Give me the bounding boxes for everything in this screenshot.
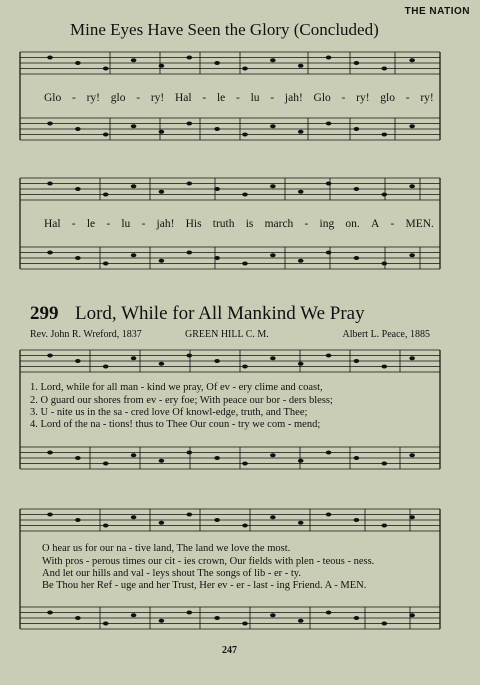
note-head bbox=[186, 451, 192, 455]
note-head bbox=[131, 124, 137, 128]
note-head bbox=[159, 259, 165, 263]
note-head bbox=[47, 56, 53, 60]
lyric-syllable: le bbox=[86, 218, 96, 230]
lyric-syllable: Hal bbox=[44, 218, 61, 230]
note-head bbox=[103, 67, 109, 71]
note-head bbox=[214, 456, 220, 460]
note-head bbox=[75, 256, 81, 260]
lyric-syllable: - bbox=[390, 218, 395, 230]
note-head bbox=[159, 362, 165, 366]
note-head bbox=[354, 518, 360, 522]
note-head bbox=[131, 184, 137, 188]
note-head bbox=[47, 611, 53, 615]
note-head bbox=[75, 456, 81, 460]
hymn-tune: GREEN HILL C. M. bbox=[185, 329, 269, 340]
note-head bbox=[214, 256, 220, 260]
verse-line: With pros - perous times our cit - ies crown, Our fields with plen - teous - ness. bbox=[42, 556, 375, 567]
note-head bbox=[409, 515, 415, 519]
lyrics-line-1 bbox=[44, 92, 434, 104]
note-head bbox=[270, 613, 276, 617]
verse-line: O hear us for our na - tive land, The land we love the most. bbox=[42, 543, 291, 554]
lyric-syllable: - bbox=[270, 92, 275, 104]
lyric-syllable: - bbox=[202, 92, 207, 104]
note-head bbox=[298, 459, 304, 463]
note-head bbox=[354, 359, 360, 363]
lyric-syllable: march bbox=[264, 218, 294, 230]
note-head bbox=[47, 122, 53, 126]
note-head bbox=[354, 127, 360, 131]
note-head bbox=[47, 251, 53, 255]
note-head bbox=[186, 56, 192, 60]
note-head bbox=[270, 515, 276, 519]
note-head bbox=[381, 524, 387, 528]
lyric-syllable: lu bbox=[250, 92, 260, 104]
verse-line: 3. U - nite us in the sa - cred love Of knowl-edge, truth, and Thee; bbox=[30, 407, 308, 418]
note-head bbox=[75, 127, 81, 131]
note-head bbox=[409, 613, 415, 617]
note-head bbox=[381, 133, 387, 137]
note-head bbox=[354, 256, 360, 260]
note-head bbox=[381, 462, 387, 466]
note-head bbox=[159, 619, 165, 623]
note-head bbox=[47, 451, 53, 455]
lyric-syllable: - bbox=[141, 218, 146, 230]
lyric-syllable: - bbox=[341, 92, 346, 104]
hymn-author: Rev. John R. Wreford, 1837 bbox=[30, 329, 142, 340]
lyric-syllable: - bbox=[136, 92, 141, 104]
lyric-syllable: Glo bbox=[313, 92, 331, 104]
note-head bbox=[409, 253, 415, 257]
note-head bbox=[270, 453, 276, 457]
note-head bbox=[381, 67, 387, 71]
note-head bbox=[242, 462, 248, 466]
lyric-syllable: - bbox=[106, 218, 111, 230]
lyric-syllable: MEN. bbox=[405, 218, 434, 230]
verse-line: And let our hills and val - leys shout The songs of lib - er - ty. bbox=[42, 568, 301, 579]
note-head bbox=[131, 253, 137, 257]
note-head bbox=[409, 356, 415, 360]
lyric-syllable: - bbox=[405, 92, 410, 104]
note-head bbox=[326, 182, 332, 186]
lyric-syllable: ing bbox=[319, 218, 335, 230]
lyric-syllable: lu bbox=[121, 218, 131, 230]
lyric-syllable: glo bbox=[110, 92, 126, 104]
verse-line: 4. Lord of the na - tions! thus to Thee Our coun - try we com - mend; bbox=[30, 419, 321, 430]
note-head bbox=[103, 524, 109, 528]
note-head bbox=[131, 356, 137, 360]
note-head bbox=[214, 127, 220, 131]
lyric-syllable: Hal bbox=[174, 92, 192, 104]
lyric-syllable: His bbox=[185, 218, 202, 230]
note-head bbox=[242, 622, 248, 626]
note-head bbox=[131, 453, 137, 457]
lyric-syllable: jah! bbox=[156, 218, 175, 230]
lyric-syllable: on. bbox=[345, 218, 360, 230]
note-head bbox=[409, 58, 415, 62]
note-head bbox=[214, 359, 220, 363]
note-head bbox=[186, 182, 192, 186]
lyric-syllable: - bbox=[72, 92, 76, 104]
note-head bbox=[159, 130, 165, 134]
note-head bbox=[75, 187, 81, 191]
note-head bbox=[354, 456, 360, 460]
note-head bbox=[75, 518, 81, 522]
note-head bbox=[186, 611, 192, 615]
note-head bbox=[47, 182, 53, 186]
lyric-syllable: ry! bbox=[420, 92, 434, 104]
note-head bbox=[242, 262, 248, 266]
note-head bbox=[381, 622, 387, 626]
note-head bbox=[103, 133, 109, 137]
lyric-syllable: - bbox=[71, 218, 76, 230]
note-head bbox=[103, 462, 109, 466]
lyric-syllable: is bbox=[245, 218, 254, 230]
lyric-syllable: le bbox=[216, 92, 226, 104]
lyric-syllable: - bbox=[304, 218, 309, 230]
note-head bbox=[242, 365, 248, 369]
note-head bbox=[214, 187, 220, 191]
note-head bbox=[242, 133, 248, 137]
note-head bbox=[103, 622, 109, 626]
note-head bbox=[409, 184, 415, 188]
lyric-syllable: glo bbox=[380, 92, 395, 104]
note-head bbox=[270, 356, 276, 360]
note-head bbox=[103, 262, 109, 266]
note-head bbox=[354, 187, 360, 191]
note-head bbox=[298, 259, 304, 263]
lyrics-line-2 bbox=[44, 218, 434, 230]
note-head bbox=[326, 251, 332, 255]
verse-line: 1. Lord, while for all man - kind we pray, Of ev - ery clime and coast, bbox=[30, 382, 323, 393]
note-head bbox=[214, 61, 220, 65]
lyric-syllable: A bbox=[370, 218, 380, 230]
note-head bbox=[270, 124, 276, 128]
hymn-title-top: Mine Eyes Have Seen the Glory (Concluded) bbox=[70, 20, 379, 39]
note-head bbox=[298, 362, 304, 366]
note-head bbox=[159, 521, 165, 525]
note-head bbox=[326, 451, 332, 455]
note-head bbox=[186, 122, 192, 126]
lyric-syllable: jah! bbox=[284, 92, 303, 104]
note-head bbox=[298, 64, 304, 68]
note-head bbox=[131, 58, 137, 62]
verse-line: 2. O guard our shores from ev - ery foe; With peace our bor - ders bless; bbox=[30, 395, 333, 406]
note-head bbox=[186, 354, 192, 358]
note-head bbox=[75, 616, 81, 620]
note-head bbox=[270, 253, 276, 257]
note-head bbox=[103, 365, 109, 369]
note-head bbox=[354, 61, 360, 65]
hymn-composer: Albert L. Peace, 1885 bbox=[342, 329, 430, 340]
note-head bbox=[326, 611, 332, 615]
note-head bbox=[298, 619, 304, 623]
lyric-syllable: Glo bbox=[44, 92, 62, 104]
note-head bbox=[326, 122, 332, 126]
note-head bbox=[270, 184, 276, 188]
note-head bbox=[159, 190, 165, 194]
note-head bbox=[159, 64, 165, 68]
note-head bbox=[75, 359, 81, 363]
hymn-title: Lord, While for All Mankind We Pray bbox=[75, 303, 365, 324]
note-head bbox=[298, 130, 304, 134]
note-head bbox=[381, 365, 387, 369]
note-head bbox=[47, 513, 53, 517]
note-head bbox=[103, 193, 109, 197]
note-head bbox=[326, 354, 332, 358]
lyric-syllable: ry! bbox=[356, 92, 370, 104]
note-head bbox=[270, 58, 276, 62]
note-head bbox=[381, 193, 387, 197]
note-head bbox=[326, 56, 332, 60]
note-head bbox=[354, 616, 360, 620]
note-head bbox=[214, 616, 220, 620]
note-head bbox=[75, 61, 81, 65]
lyric-syllable: ry! bbox=[150, 92, 165, 104]
note-head bbox=[242, 524, 248, 528]
note-head bbox=[242, 193, 248, 197]
note-head bbox=[409, 453, 415, 457]
note-head bbox=[298, 521, 304, 525]
lyric-syllable: ry! bbox=[86, 92, 101, 104]
note-head bbox=[214, 518, 220, 522]
note-head bbox=[326, 513, 332, 517]
note-head bbox=[186, 251, 192, 255]
note-head bbox=[47, 354, 53, 358]
lyric-syllable: truth bbox=[212, 218, 235, 230]
verse-line: Be Thou her Ref - uge and her Trust, Her ev - er - last - ing Friend. A - MEN. bbox=[42, 580, 367, 591]
note-head bbox=[131, 515, 137, 519]
lyric-syllable: - bbox=[236, 92, 240, 104]
note-head bbox=[298, 190, 304, 194]
note-head bbox=[409, 124, 415, 128]
page-number: 247 bbox=[222, 645, 237, 656]
note-head bbox=[159, 459, 165, 463]
note-head bbox=[186, 513, 192, 517]
note-head bbox=[242, 67, 248, 71]
section-label: THE NATION bbox=[404, 6, 470, 17]
note-head bbox=[131, 613, 137, 617]
hymn-number: 299 bbox=[30, 303, 59, 324]
note-head bbox=[381, 262, 387, 266]
